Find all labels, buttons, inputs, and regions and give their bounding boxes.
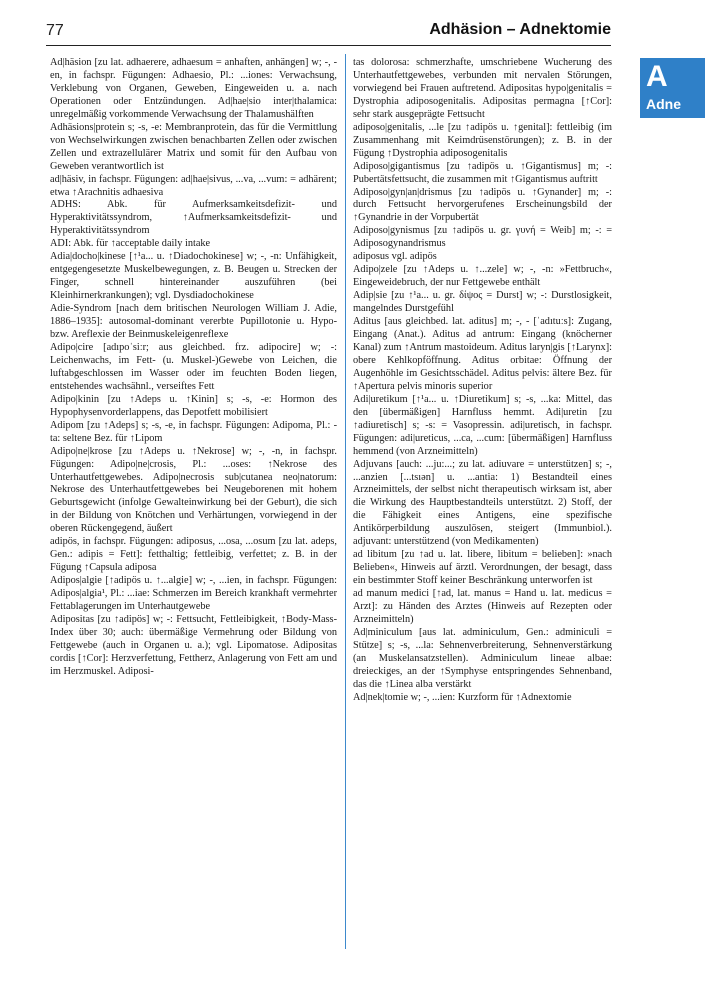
dictionary-entry: Ad|häsion [zu lat. adhaerere, adhaesum = anhaften, anhängen] w; -, -en, in fachspr. Fügungen: Adhaesio, Pl.: ...iones: Verwachsung, Verklebung von Organen, Geweben, Eingeweiden u. a. nach Operationen oder Entzündungen. Ad|hae|sio inter|thalamica: unregelmäßig vorkommende Verwachsung der Thalamushälften	[50, 57, 337, 120]
dictionary-entry: Adhäsions|protein s; -s, -e: Membranprotein, das für die Vermittlung von Wechselwirkungen zwischen benachbarten Zellen oder zwischen Zellen und extrazellulärer Matrix und somit für den Aufbau von Geweben verantwortlich ist	[50, 121, 337, 172]
dictionary-entry: adiposus vgl. adipös	[353, 251, 437, 263]
dictionary-entry: Adipo|kinin [zu ↑Adeps u. ↑Kinin] s; -s, -e: Hormon des Hypophysenvorderlappens, das Depotfett mobilisiert	[50, 393, 337, 418]
left-column	[50, 57, 337, 679]
thumb-index-word: Adne	[646, 96, 681, 112]
dictionary-entry: Adie-Syndrom [nach dem britischen Neurologen William J. Adie, 1886–1935]: autosomal-dominant vererbte Pupillotonie u. Hypo- bzw. Areflexie der Beinmuskeleigenreflexe	[50, 303, 337, 341]
column-divider	[345, 54, 346, 949]
dictionary-entry: Adip|sie [zu ↑¹a... u. gr. δίψος = Durst] w; -: Durstlosigkeit, mangelndes Durstgefühl	[353, 290, 612, 315]
dictionary-entry: Ad|miniculum [aus lat. adminiculum, Gen.: adminiculi = Stütze] s; -s, ...la: Sehnenverbreiterung, Sehnenverstärkung (an Muskelansatzstellen). Adminiculum lineae albae: dreieckiges, an der ↑Symphyse entspringendes Sehnenband, das die ↑Linea alba verstärkt	[353, 626, 612, 690]
dictionary-entry: adiposo|genitalis, ...le [zu ↑adipös u. ↑genital]: fettleibig (im Zusammenhang mit Keimdrüsenstörungen); z. B. in der Fügung ↑Dystrophia adiposogenitalis	[353, 121, 612, 159]
running-title: Adhäsion – Adnektomie	[429, 21, 611, 38]
dictionary-entry: ad manum medici [↑ad, lat. manus = Hand u. lat. medicus = Arzt]: zu Händen des Arztes (Hinweis auf Rezepten oder Arzneimitteln)	[353, 588, 612, 625]
dictionary-entry: Adia|docho|kinese [↑¹a... u. ↑Diadochokinese] w; -, -n: Unfähigkeit, entgegengesetzte Muskelbewegungen, z. B. Beugen u. Strecken der Finger, schnell hintereinander auszuführen (bei Kleinhirnerkrankungen); vgl. Dysdiadochokinese	[50, 251, 337, 302]
dictionary-entry: ad|häsiv, in fachspr. Fügungen: ad|hae|sivus, ...va, ...vum: = adhärent; etwa ↑Arachnitis adhaesiva	[50, 173, 337, 198]
dictionary-entry: Aditus [aus gleichbed. lat. aditus] m; -, - [ˈadıtuːs]: Zugang, Eingang (Anat.). Aditus ad antrum: Eingang (knöcherner Kanal) zum ↑Antrum mastoideum. Aditus laryn|gis [↑Larynx]: obere Kehlkopföffnung. Aditus orbitae: Öffnung der Augenhöhle im Gesichtsschädel. Aditus pelvis: ältere Bez. für ↑Apertura pelvis minoris superior	[353, 316, 612, 392]
dictionary-entry: adipös, in fachspr. Fügungen: adiposus, ...osa, ...osum [zu lat. adeps, Gen.: adipis = Fett]: fetthaltig; fettleibig, verfettet; z. B. in der Fügung ↑Capsula adiposa	[50, 536, 337, 574]
page-number: 77	[46, 22, 64, 39]
dictionary-entry: Adi|uretikum [↑¹a... u. ↑Diuretikum] s; -s, ...ka: Mittel, das den [übermäßigen] Harnfluss hemmt. Adi|uretin [zu ↑adiuretisch] s; -s: = Vasopressin. adi|uretisch, in fachspr. Fügungen: adi|ureticus, ...ca, ...cum: [übermäßigen] Harnfluss hemmend (von Arzneimitteln)	[353, 393, 612, 457]
dictionary-entry: ADI: Abk. für ↑acceptable daily intake	[50, 238, 211, 250]
thumb-index-letter: A	[646, 60, 668, 93]
dictionary-entry: Adipo|ne|krose [zu ↑Adeps u. ↑Nekrose] w; -, -n, in fachspr. Fügungen: Adipo|ne|crosis, Pl.: ...oses: ↑Nekrose des Unterhautfettgewebes. Adipo|necrosis sub|cutanea neo|natorum: Nekrose des Unterhautfettgewebes bei Neugeborenen mit hohem Geburtsgewicht (infolge Gewalteinwirkung bei der Geburt), die sich in der Bildung von Knötchen und Verhärtungen, vorwiegend in der oberen Rückengegend, äußert	[50, 445, 337, 535]
dictionary-entry: Adipo|cire [adıpoˈsiːr; aus gleichbed. frz. adipocire] w; -: Leichenwachs, im Fett- (u. Muskel-)Gewebe von Leichen, die luftabgeschlossen im Wasser oder im feuchten Boden liegen, entstehendes wachsähnl., verseiftes Fett	[50, 341, 337, 392]
header-rule	[46, 45, 611, 46]
dictionary-entry: Adipo|zele [zu ↑Adeps u. ↑...zele] w; -, -n: »Fettbruch«, Eingeweidebruch, der nur Fettgewebe enthält	[353, 264, 612, 289]
dictionary-entry: Adiposo|gigantismus [zu ↑adipös u. ↑Gigantismus] m; -: Pubertätsfettsucht, die zusammen mit ↑Gigantismus auftritt	[353, 160, 612, 185]
dictionary-entry: ADHS: Abk. für Aufmerksamkeitsdefizit- und Hyperaktivitätssyndrom, ↑Aufmerksamkeitsdefizit- und Hyperaktivitätssyndrom	[50, 199, 337, 237]
dictionary-entry: tas dolorosa: schmerzhafte, umschriebene Wucherung des Unterhautfettgewebes, verbunden mit nervalen Störungen, vorwiegend bei Frauen auftretend. Adipositas hypo|genitalis = Dystrophia adiposogenitalis. Adipositas permagna [↑Cor]: sehr stark ausgeprägte Fettsucht	[353, 57, 612, 120]
dictionary-entry: Adipositas [zu ↑adipös] w; -: Fettsucht, Fettleibigkeit, ↑Body-Mass-Index über 30; auch: übermäßige Vermehrung oder Bildung von Fettgewebe (auch in Organen u. a.); vgl. Lipomatose. Adipositas cordis [↑Cor]: Herzverfettung, Fettherz, Anlagerung von Fett am und im Herzmuskel. Adiposi-	[50, 613, 337, 677]
dictionary-entry: Ad|nek|tomie w; -, ...ien: Kurzform für ↑Adnextomie	[353, 691, 572, 703]
dictionary-entry: Adiposo|gynismus [zu ↑adipös u. gr. γυνή = Weib] m; -: = Adiposogynandrismus	[353, 225, 612, 250]
dictionary-entry: Adiposo|gyn|an|drismus [zu ↑adipös u. ↑Gynander] m; -: durch Fettsucht hervorgerufenes Erscheinungsbild der ↑Gynandrie in der Vorpubertät	[353, 186, 612, 224]
dictionary-entry: ad libitum [zu ↑ad u. lat. libere, libitum = belieben]: »nach Belieben«, Hinweis auf ärztl. Verordnungen, der besagt, dass ein bestimmter Stoff keiner Beschränkung unterworfen ist	[353, 549, 612, 587]
dictionary-entry: Adjuvans [auch: ...ju:...; zu lat. adiuvare = unterstützen] s; -, ...anzien [...tsıən] u. ...antia: 1) Bestandteil eines Arzneimittels, der selbst nicht therapeutisch wirksam ist, aber die Wirkung des Hauptbestandteils unterstützt. 2) Stoff, der die Fähigkeit eines Antigens, eine spezifische Antikörperbildung auszulösen, steigert (Immunbiol.). adjuvant: unterstützend (von Medikamenten)	[353, 458, 612, 548]
dictionary-entry: Adipom [zu ↑Adeps] s; -s, -e, in fachspr. Fügungen: Adipoma, Pl.: -ta: seltene Bez. für ↑Lipom	[50, 419, 337, 444]
right-column	[353, 57, 612, 705]
dictionary-entry: Adipos|algie [↑adipös u. ↑...algie] w; -, ...ien, in fachspr. Fügungen: Adipos|algia¹, Pl.: ...iae: Schmerzen im Bereich krankhaft vermehrter Fettablagerungen im Unterhautgewebe	[50, 575, 337, 613]
